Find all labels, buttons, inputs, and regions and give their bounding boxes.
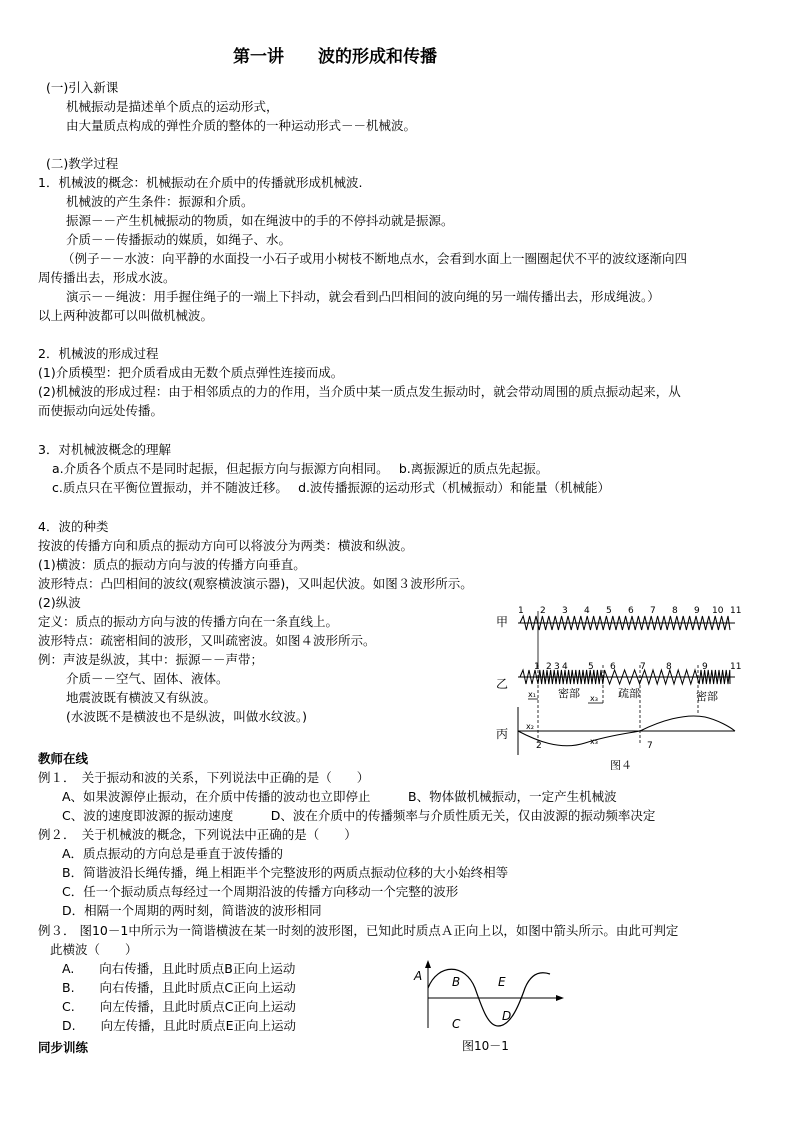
section-heading-teacher: 教师在线 (38, 751, 89, 766)
section-heading: (二)教学过程 (46, 156, 119, 171)
text-line: 1．机械波的概念：机械振动在介质中的传播就形成机械波. (38, 175, 363, 190)
jia-num-3: 3 (562, 606, 568, 616)
yi-num-11: 11 (730, 662, 742, 672)
figure-4-caption: 图４ (610, 759, 632, 770)
yi-num-6: 6 (610, 662, 616, 672)
x3-label: x₃ (590, 694, 598, 703)
text-line: 波形特点：凸凹相间的波纹(观察横波演示器)，又叫起伏波。如图３波形所示。 (38, 576, 473, 591)
yi-num-5: 5 (588, 662, 594, 672)
text-line: 按波的传播方向和质点的振动方向可以将波分为两类：横波和纵波。 (38, 538, 414, 553)
text-line: (2)机械波的形成过程：由于相邻质点的力的作用，当介质中某一质点发生振动时，就会带动周围的质点振动起来，从 (38, 384, 681, 399)
jia-num-5: 5 (606, 606, 612, 616)
yi-num-8: 8 (666, 662, 672, 672)
option-line: B．简谐波沿长绳传播，绳上相距半个完整波形的两质点振动位移的大小始终相等 (62, 865, 509, 880)
row-label-jia: 甲 (496, 615, 509, 629)
yi-num-9: 9 (702, 662, 708, 672)
text-line: （例子－－水波：向平静的水面投一小石子或用小树枝不断地点水，会看到水面上一圈圈起伏不平的波纹逐渐向四 (62, 251, 688, 266)
option-line: C、波的速度即波源的振动速度 D、波在介质中的传播频率与介质性质无关，仅由波源的振动频率决定 (62, 808, 656, 823)
point-A: A (414, 969, 423, 983)
option-line: A. 向右传播，且此时质点B正向上运动 (62, 961, 296, 976)
region-dense-2: 密部 (696, 690, 718, 703)
region-dense-1: 密部 (558, 687, 580, 700)
option-line: A．质点振动的方向总是垂直于波传播的 (62, 846, 284, 861)
text-line: 而使振动向远处传播。 (38, 403, 164, 418)
point-E: E (498, 975, 506, 989)
row-label-bing: 丙 (496, 727, 509, 741)
text-line: 机械振动是描述单个质点的运动形式， (66, 99, 279, 114)
point-B: B (452, 975, 461, 989)
text-line: 由大量质点构成的弹性介质的整体的一种运动形式－－机械波。 (66, 118, 417, 133)
page-title: 第一讲 波的形成和传播 (233, 47, 437, 67)
jia-num-9: 9 (694, 606, 700, 616)
text-line: 地震波既有横波又有纵波。 (66, 690, 217, 705)
option-line: D．相隔一个周期的两时刻，简谐波的波形相同 (62, 903, 322, 918)
text-line: a.介质各个质点不是同时起振，但起振方向与振源方向相同。 b.离振源近的质点先起振。 (52, 461, 549, 476)
point-D: D (502, 1009, 512, 1023)
section-heading: (一)引入新课 (46, 80, 119, 95)
question-line: 例２． 关于机械波的概念，下列说法中正确的是（ ） (38, 827, 357, 842)
text-line: 演示－－绳波：用手握住绳子的一端上下抖动，就会看到凸凹相间的波向绳的另一端传播出去，形成绳波。） (66, 289, 660, 304)
question-line: 此横波（ ） (50, 942, 138, 957)
row-label-yi: 乙 (496, 677, 509, 691)
jia-num-7: 7 (650, 606, 656, 616)
text-line: 定义：质点的振动方向与波的传播方向在一条直线上。 (38, 614, 339, 629)
yi-num-4: 4 (562, 662, 568, 672)
x1-label: x₁ (528, 690, 536, 699)
question-line: 例３． 图10－1中所示为一简谐横波在某一时刻的波形图，已知此时质点Ａ正向上以，如图中箭头所示。由此可判定 (38, 923, 679, 938)
jia-num-1: 1 (518, 606, 524, 616)
x3-label-bing: x₃ (590, 737, 598, 746)
num-2: 2 (536, 741, 542, 751)
yi-num-1: 1 (534, 662, 540, 672)
text-line: c.质点只在平衡位置振动，并不随波迁移。 d.波传播振源的运动形式（机械振动）和能量（机械能） (52, 480, 610, 495)
jia-num-8: 8 (672, 606, 678, 616)
figure-10-1 (410, 958, 580, 1058)
text-line: 以上两种波都可以叫做机械波。 (38, 308, 214, 323)
jia-num-11: 11 (730, 606, 742, 616)
text-line: 介质－－传播振动的媒质，如绳子、水。 (66, 232, 292, 247)
text-line: (1)横波：质点的振动方向与波的传播方向垂直。 (38, 557, 306, 572)
option-line: D. 向左传播，且此时质点E正向上运动 (62, 1018, 296, 1033)
text-line: 波形特点：疏密相间的波形，又叫疏密波。如图４波形所示。 (38, 633, 376, 648)
figure-4 (490, 605, 760, 770)
region-sparse: 疏部 (618, 687, 640, 700)
text-line: 振源－－产生机械振动的物质，如在绳波中的手的不停抖动就是振源。 (66, 213, 454, 228)
jia-num-10: 10 (712, 606, 724, 616)
section-heading: 2．机械波的形成过程 (38, 346, 159, 361)
jia-num-4: 4 (584, 606, 590, 616)
option-line: A、如果波源停止振动，在介质中传播的波动也立即停止 B、物体做机械振动，一定产生机械波 (62, 789, 617, 804)
text-line: 例：声波是纵波，其中：振源－－声带； (38, 652, 264, 667)
jia-num-6: 6 (628, 606, 634, 616)
section-heading: 3．对机械波概念的理解 (38, 442, 171, 457)
question-line: 例１． 关于振动和波的关系，下列说法中正确的是（ ） (38, 770, 370, 785)
text-line: 机械波的产生条件：振源和介质。 (66, 194, 254, 209)
text-line: (2)纵波 (38, 595, 81, 610)
text-line: (1)介质模型：把介质看成由无数个质点弹性连接而成。 (38, 365, 344, 380)
yi-num-7: 7 (640, 662, 646, 672)
option-line: C. 向左传播，且此时质点C正向上运动 (62, 999, 296, 1014)
yi-num-3: 3 (554, 662, 560, 672)
text-line: 介质－－空气、固体、液体。 (66, 671, 229, 686)
option-line: C．任一个振动质点每经过一个周期沿波的传播方向移动一个完整的波形 (62, 884, 459, 899)
x2-label: x₂ (526, 722, 534, 731)
yi-num-2: 2 (546, 662, 552, 672)
num-7: 7 (647, 741, 653, 751)
jia-num-2: 2 (540, 606, 546, 616)
section-heading: 4．波的种类 (38, 519, 109, 534)
figure-10-1-caption: 图10－1 (462, 1039, 509, 1053)
point-C: C (452, 1017, 461, 1031)
section-heading-training: 同步训练 (38, 1040, 89, 1055)
option-line: B. 向右传播，且此时质点C正向上运动 (62, 980, 296, 995)
text-line: (水波既不是横波也不是纵波，叫做水纹波。) (66, 709, 308, 724)
text-line: 周传播出去，形成水波。 (38, 270, 176, 285)
